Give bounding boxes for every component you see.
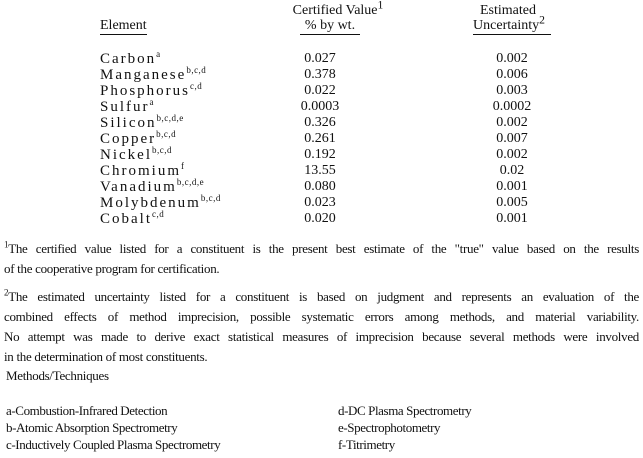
certified-value: 0.192 (304, 147, 336, 162)
table-row-sulfur (0, 99, 643, 115)
methods-row-3 (6, 436, 643, 453)
estimated-uncertainty: 0.0002 (492, 99, 532, 114)
table-row-carbon (0, 51, 643, 67)
element-name: Sulfur$^a$ (100, 97, 154, 115)
methods-row-1 (6, 402, 643, 419)
methods-heading: Methods/Techniques (6, 368, 109, 383)
methods-section (0, 369, 643, 453)
footnote-1-line-1: $^1$The certified value listed for a constituent is the present best estimate of the "true" value based on the results (4, 239, 639, 256)
table-row-nickel (0, 147, 643, 163)
method-footnote-marker: f (181, 161, 185, 171)
certified-value-header: Certified Value$^1$ (292, 0, 384, 18)
footnote-1 (4, 239, 639, 279)
certified-value: 0.378 (304, 67, 336, 82)
percent-by-wt-header: % by wt. (265, 18, 375, 33)
method-footnote-marker: b,c,d (156, 129, 177, 139)
element-name: Vanadium$^{b,c,d,e}$ (100, 177, 205, 195)
element-name: Phosphorus$^{c,d}$ (100, 81, 203, 99)
method-d: d-DC Plasma Spectrometry (338, 403, 472, 418)
table-row-silicon (0, 115, 643, 131)
method-footnote-marker: b,c,d,e (176, 177, 205, 187)
certified-value: 0.326 (304, 115, 336, 130)
estimated-uncertainty: 0.001 (496, 211, 528, 226)
certified-value: 0.080 (304, 179, 336, 194)
methods-list (6, 402, 643, 453)
certified-value: 0.0003 (300, 99, 340, 114)
table-row-chromium (0, 163, 643, 179)
certified-value: 0.027 (304, 51, 336, 66)
footnote-1-marker: 1 (4, 239, 9, 250)
method-footnote-marker: b,c,d,e (156, 113, 184, 123)
certified-value: 13.55 (304, 163, 336, 178)
estimated-uncertainty: 0.005 (496, 195, 528, 210)
method-footnote-marker: b,c,d (186, 65, 207, 75)
table-row-copper (0, 131, 643, 147)
certified-value: 0.022 (304, 83, 336, 98)
certified-value: 0.261 (304, 131, 336, 146)
method-b: b-Atomic Absorption Spectrometry (6, 420, 178, 435)
element-name: Silicon$^{b,c,d,e}$ (100, 113, 184, 131)
method-footnote-marker: c,d (190, 81, 203, 91)
estimated-uncertainty: 0.002 (496, 147, 528, 162)
table-row-vanadium (0, 179, 643, 195)
element-name: Copper$^{b,c,d}$ (100, 129, 177, 147)
footnote-ref-2: 2 (539, 13, 545, 27)
method-f: f-Titrimetry (338, 437, 395, 452)
estimated-uncertainty: 0.003 (496, 83, 528, 98)
method-footnote-marker: b,c,d (151, 145, 172, 155)
method-footnote-marker: a (156, 49, 161, 59)
table-header-line-1 (0, 0, 643, 18)
element-name: Cobalt$^{c,d}$ (100, 209, 165, 227)
footnotes-section (0, 239, 643, 367)
footnote-ref-1: 1 (377, 0, 384, 12)
method-a: a-Combustion-Infrared Detection (6, 403, 168, 418)
method-footnote-marker: b,c,d (200, 193, 221, 203)
element-name: Manganese$^{b,c,d}$ (100, 65, 207, 83)
methods-row-2 (6, 419, 643, 436)
uncertainty-column-header: Uncertainty$^2$ (452, 18, 572, 33)
certified-value: 0.020 (304, 211, 336, 226)
table-row-phosphorus (0, 83, 643, 99)
table-row-manganese (0, 67, 643, 83)
element-column-header: Element (100, 18, 147, 33)
estimated-header: Estimated (480, 3, 536, 18)
method-footnote-marker: c,d (152, 209, 165, 219)
footnote-2-line-2: combined effects of method imprecision, possible systematic errors among methods, and material variability. (4, 309, 639, 324)
estimated-uncertainty: 0.007 (496, 131, 528, 146)
certified-values-table (0, 51, 643, 227)
method-e: e-Spectrophotometry (338, 420, 441, 435)
footnote-2 (4, 287, 639, 367)
table-row-molybdenum (0, 195, 643, 211)
footnote-2-line-1: $^2$The estimated uncertainty listed for a constituent is based on judgment and represents an evaluation of the (4, 287, 639, 304)
footnote-2-line-4: in the determination of most constituents. (4, 349, 208, 364)
footnote-2-marker: 2 (4, 287, 9, 298)
element-name: Chromium$^f$ (100, 161, 185, 179)
table-row-cobalt (0, 211, 643, 227)
estimated-uncertainty: 0.02 (499, 163, 525, 178)
method-footnote-marker: a (149, 97, 154, 107)
element-name: Molybdenum$^{b,c,d}$ (100, 193, 221, 211)
certified-value: 0.023 (304, 195, 336, 210)
estimated-uncertainty: 0.002 (496, 115, 528, 130)
table-header-line-2 (0, 13, 643, 33)
estimated-uncertainty: 0.001 (496, 179, 528, 194)
method-c: c-Inductively Coupled Plasma Spectrometry (6, 437, 221, 452)
footnote-1-line-2: of the cooperative program for certification. (4, 261, 220, 276)
element-name: Nickel$^{b,c,d}$ (100, 145, 172, 163)
estimated-uncertainty: 0.002 (496, 51, 528, 66)
estimated-uncertainty: 0.006 (496, 67, 528, 82)
element-name: Carbon$^a$ (100, 49, 161, 67)
footnote-2-line-3: No attempt was made to derive exact statistical measures of imprecision because several methods were involved (4, 329, 639, 344)
